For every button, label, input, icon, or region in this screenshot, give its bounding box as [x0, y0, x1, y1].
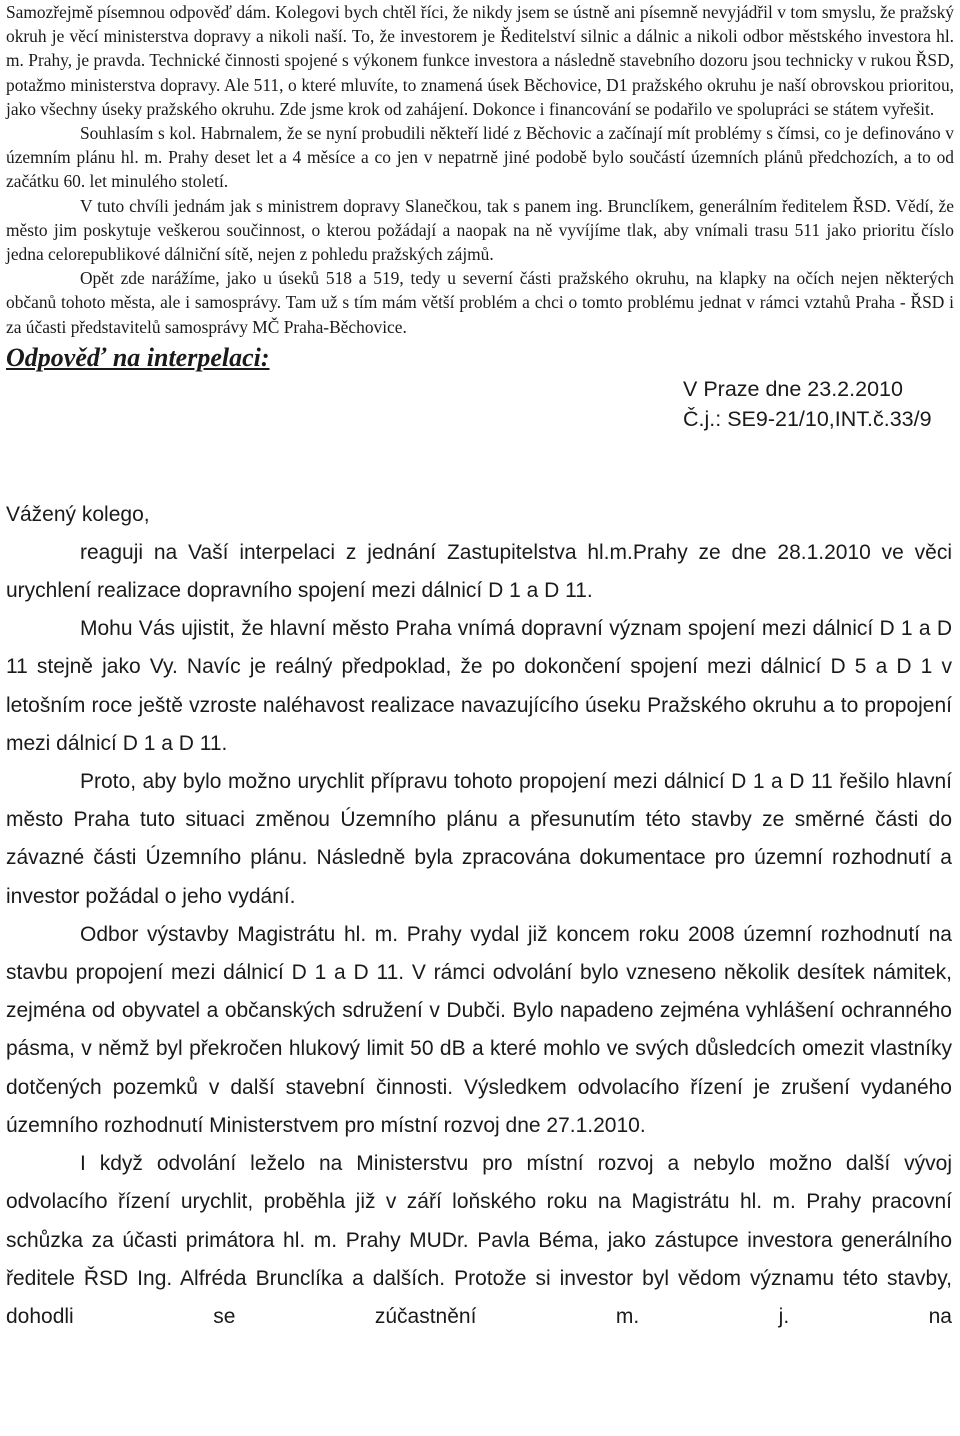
transcript-paragraph-4: Opět zde narážíme, jako u úseků 518 a 519, tedy u severní části pražského okruhu, na klapky na očích nejen některých občanů tohoto města, ale i samosprávy. Tam už s tím mám větší problém a chci o tomto problému jednat v rámci vztahů Praha - ŘSD i za účasti představitelů samosprávy MČ Praha-Běchovice. [6, 268, 954, 337]
reference-number: Č.j.: SE9-21/10,INT.č.33/9 [683, 406, 932, 431]
salutation: Vážený kolego, [6, 502, 150, 526]
answer-paragraph-2: Mohu Vás ujistit, že hlavní město Praha vnímá dopravní význam spojení mezi dálnicí D 1 a D 11 stejně jako Vy. Navíc je reálný předpoklad, že po dokončení spojení mezi dálnicí D 5 a D 1 v letošním roce ještě vzroste naléhavost realizace navazujícího úseku Pražského okruhu a to propojení mezi dálnicí D 1 a D 11. [6, 617, 952, 755]
answer-paragraph-1: reaguji na Vaší interpelaci z jednání Zastupitelstva hl.m.Prahy ze dne 28.1.2010 ve věci urychlení realizace dopravního spojení mezi dálnicí D 1 a D 11. [6, 540, 952, 603]
answer-heading: Odpověď na interpelaci: [6, 342, 270, 372]
answer-paragraph-4: Odbor výstavby Magistrátu hl. m. Prahy vydal již koncem roku 2008 územní rozhodnutí na stavbu propojení mezi dálnicí D 1 a D 11. V rámci odvolání bylo vzneseno několik desítek námitek, zejména od obyvatel a občanských sdružení v Dubči. Bylo napadeno zejména vyhlášení ochranného pásma, v němž byl překročen hlukový limit 50 dB a které mohlo ve svých důsledcích omezit vlastníky dotčených pozemků v další stavební činnosti. Výsledkem odvolacího řízení je zrušení vydaného územního rozhodnutí Ministerstvem pro místní rozvoj dne 27.1.2010. [6, 922, 952, 1137]
transcript-paragraph-1: Samozřejmě písemnou odpověď dám. Kolegovi bych chtěl říci, že nikdy jsem se ústně ani písemně nevyjádřil v tom smyslu, že pražský okruh je věcí ministerstva dopravy a nikoli naší. To, že investorem je Ředitelství silnic a dálnic a nikoli odbor městského investora hl. m. Prahy, je pravda. Technické činnosti spojené s výkonem funkce investora a následně stavebního dozoru jsou technicky v rukou ŘSD, potažmo ministerstva dopravy. Ale 511, o které mluvíte, to znamená úsek Běchovice, D1 pražského okruhu je naší obrovskou prioritou, jako všechny úseky pražského okruhu. Zde jsme krok od zahájení. Dokonce i financování se podařilo ve spolupráci se státem vyřešit. [6, 2, 954, 119]
answer-body [6, 534, 952, 1336]
transcript-paragraph-2: Souhlasím s kol. Habrnalem, že se nyní probudili někteří lidé z Běchovic a začínají mít problémy s čímsi, co je definováno v územním plánu hl. m. Prahy deset let a 4 měsíce a co jen v nepatrně jiné podobě bylo součástí územních plánů předchozích, a to od začátku 60. let minulého století. [6, 123, 954, 192]
date-reference-block [683, 374, 960, 434]
transcript-paragraph-3: V tuto chvíli jednám jak s ministrem dopravy Slanečkou, tak s panem ing. Brunclíkem, generálním ředitelem ŘSD. Vědí, že město jim poskytuje veškerou součinnost, o kterou požádají a naopak na ně vyvíjíme tlak, aby vnímali trasu 511 jako prioritu číslo jedna celorepublikové dálniční sítě, nejen z pohledu pražských zájmů. [6, 195, 954, 265]
answer-paragraph-3: Proto, aby bylo možno urychlit přípravu tohoto propojení mezi dálnicí D 1 a D 11 řešilo hlavní město Praha tuto situaci změnou Územního plánu a přesunutím této stavby ze směrné části do závazné části Územního plánu. Následně byla zpracována dokumentace pro územní rozhodnutí a investor požádal o jeho vydání. [6, 770, 952, 908]
speech-transcript [6, 0, 954, 339]
answer-paragraph-5: I když odvolání leželo na Ministerstvu pro místní rozvoj a nebylo možno další vývoj odvolacího řízení urychlit, proběhla již v září loňského roku na Magistrátu hl. m. Prahy pracovní schůzka za účasti primátora hl. m. Prahy MUDr. Pavla Béma, jako zástupce investora generálního ředitele ŘSD Ing. Alfréda Brunclíka a dalších. Protože si investor byl vědom významu této stavby, dohodli se zúčastnění m. j. na [6, 1152, 952, 1328]
date-line: V Praze dne 23.2.2010 [683, 376, 903, 401]
